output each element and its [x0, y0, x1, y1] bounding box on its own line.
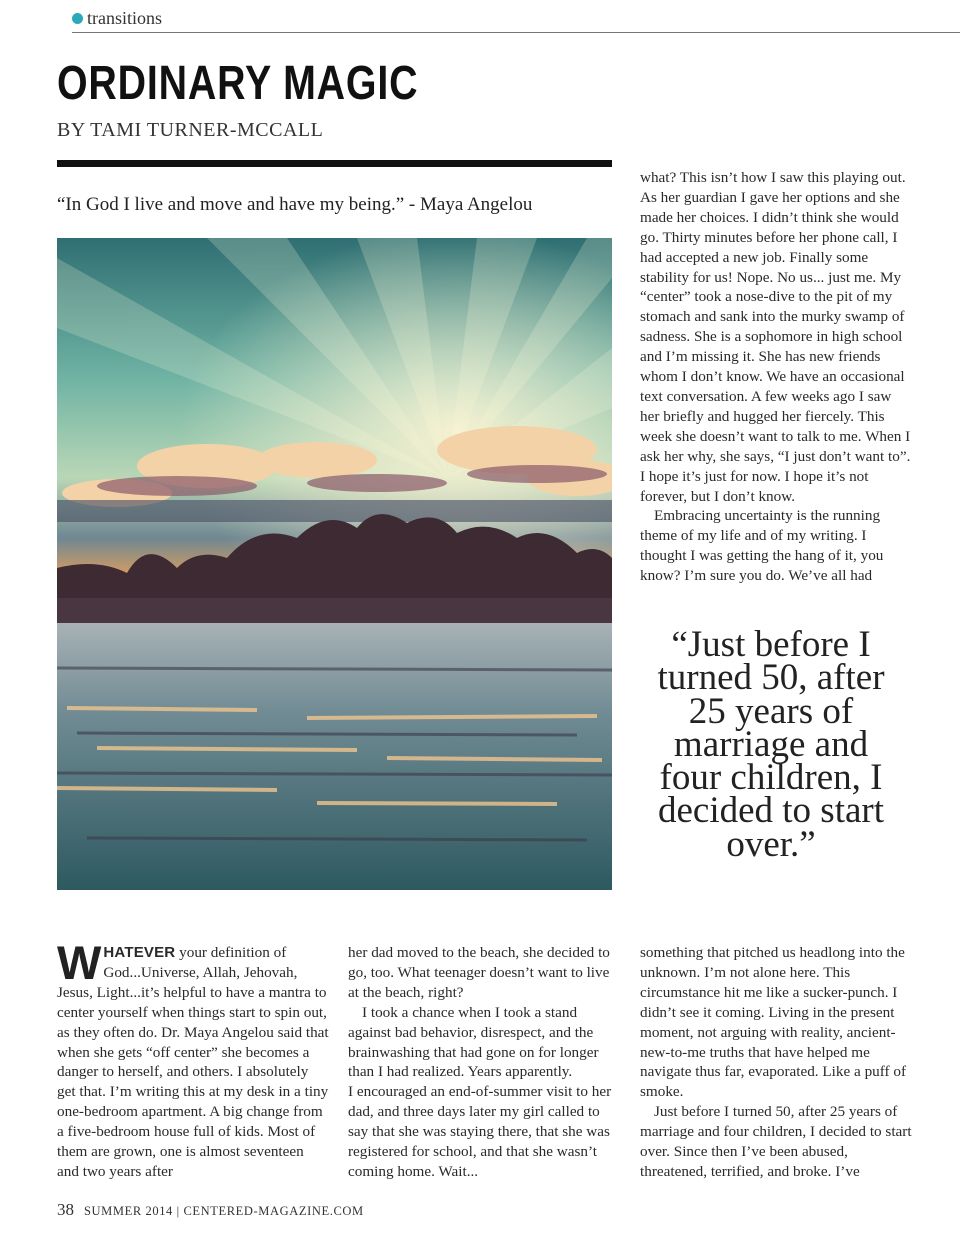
epigraph: “In God I live and move and have my being.” - Maya Angelou: [57, 194, 533, 215]
section-label: transitions: [87, 8, 162, 28]
paragraph: I encouraged an end-of-summer visit to her dad, and three days later my girl called to say that she was staying there, that she was registered for school, and that she wasn’t coming home. Wait...: [348, 1083, 612, 1180]
section-header: [72, 8, 960, 33]
article-column-3: [640, 943, 912, 1182]
title-rule: [57, 160, 612, 167]
paragraph: Just before I turned 50, after 25 years of marriage and four children, I decided to start over. Since then I’ve been abused, threatened, terrified, and broke. I’ve: [640, 1103, 912, 1180]
article-column-1: [57, 936, 329, 1182]
article-column-right-top: [640, 168, 912, 586]
paragraph: what? This isn’t how I saw this playing out. As her guardian I gave her options and she made her choices. I didn’t think she would go. Thirty minutes before her phone call, I had accepted a new job. Finally some stability for us! Nope. No us... just me. My “center” took a nose-dive to the pit of my stomach and sank into the murky swamp of sadness. She is a sophomore in high school and I’m missing it. She has new friends whom I don’t know. We have an occasional text conversation. A few weeks ago I saw her briefly and hugged her fiercely. This week she doesn’t want to talk to me. When I ask her why, she says, “I just don’t want to”. I hope it’s just for now. I hope it’s not forever, but I don’t know.: [640, 169, 911, 505]
drop-cap: W: [57, 936, 102, 989]
paragraph: I took a chance when I took a stand against bad behavior, disrespect, and the brainwashing that had gone on for longer than I had realized. Years apparently.: [348, 1003, 599, 1081]
article-title: ORDINARY MAGIC: [57, 57, 419, 110]
article-column-2: [348, 943, 620, 1182]
paragraph: Embracing uncertainty is the running theme of my life and of my writing. I thought I was getting the hang of it, you know? I’m sure you do. We’ve all had: [640, 507, 884, 585]
page-number: 38: [57, 1200, 74, 1219]
section-dot-icon: [72, 13, 83, 24]
pull-quote: “Just before I turned 50, after 25 years of marriage and four children, I decided to start over.”: [657, 624, 885, 865]
page-footer: [57, 1200, 364, 1220]
lead-in: HATEVER: [103, 944, 176, 961]
sunset-lake-illustration: [57, 238, 612, 890]
footer-text: SUMMER 2014 | CENTERED-MAGAZINE.COM: [84, 1204, 364, 1218]
sunset-lake-photo: [57, 238, 612, 890]
paragraph: [57, 936, 329, 1182]
paragraph: something that pitched us headlong into the unknown. I’m not alone here. This circumstance hit me like a sucker-punch. I didn’t see it coming. Living in the present moment, not arguing with reality, ancient-new-to-me truths that have helped me navigate thus far, evaporated. Like a puff of smoke.: [640, 944, 907, 1101]
article-byline: BY TAMI TURNER-MCCALL: [57, 119, 324, 141]
paragraph: her dad moved to the beach, she decided to go, too. What teenager doesn’t want to live at the beach, right?: [348, 944, 610, 1001]
paragraph-text: your definition of God...Universe, Allah, Jehovah, Jesus, Light...it’s helpful to have a mantra to center yourself when things start to spin out, as they often do. Dr. Maya Angelou said that when she gets “off center” she becomes a danger to herself, and others. I absolutely get that. I’m writing this at my desk in a tiny one-bedroom apartment. A big change from a five-bedroom house full of kids. Most of them are grown, one is almost seventeen and two years after: [57, 944, 329, 1180]
